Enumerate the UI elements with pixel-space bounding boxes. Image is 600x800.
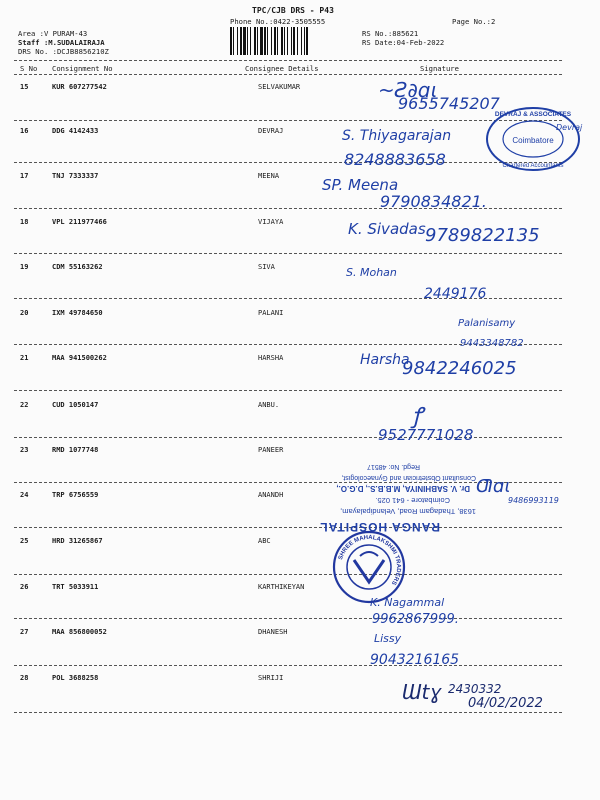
handwritten-number: 2430332	[448, 682, 502, 696]
row-consignment: TRP 6756559	[52, 491, 99, 499]
row-sno: 20	[20, 309, 29, 317]
round-seal	[332, 530, 406, 604]
handwritten-phone: 9486993119	[508, 496, 559, 505]
handwritten-phone: 9043216165	[370, 652, 460, 668]
row-consignment: VPL 211977466	[52, 218, 107, 226]
handwritten-name: S. Thiyagarajan	[342, 128, 452, 144]
row-sno: 24	[20, 491, 29, 499]
seal-text: SHREE MAHALAKSHMI TRADERS	[338, 534, 402, 586]
signature-22: ꝭ	[412, 404, 423, 429]
row-sno: 17	[20, 172, 29, 180]
row-divider	[14, 712, 562, 713]
row-sno: 19	[20, 263, 29, 271]
row-consignee: ABC	[258, 537, 271, 545]
row-sno: 15	[20, 83, 29, 91]
row-consignment: DDG 4142433	[52, 127, 99, 135]
row-consignee: SHRIJI	[258, 674, 284, 682]
row-sno: 16	[20, 127, 29, 135]
handwritten-name: Palanisamy	[458, 318, 516, 329]
row-divider	[14, 253, 562, 254]
row-consignee: HARSHA	[258, 354, 284, 362]
handwritten-phone: 9842246025	[402, 358, 517, 379]
column-consignment: Consignment No	[52, 64, 113, 73]
row-consignee: DEVRAJ	[258, 127, 284, 135]
row-consignee: MEENA	[258, 172, 280, 180]
row-sno: 28	[20, 674, 29, 682]
handwritten-phone: 9443348782	[460, 338, 524, 349]
row-sno: 18	[20, 218, 29, 226]
row-consignment: MAA 941500262	[52, 354, 107, 362]
row-sno: 23	[20, 446, 29, 454]
row-consignee: ANANDH	[258, 491, 284, 499]
stamp-city: Coimbatore	[512, 136, 554, 145]
row-divider	[14, 390, 562, 391]
barcode	[230, 27, 360, 55]
row-sno: 27	[20, 628, 29, 636]
rs-number: RS No.:885621	[362, 29, 419, 38]
rs-date: RS Date:04-Feb-2022	[362, 38, 445, 47]
row-consignment: CDM 55163262	[52, 263, 103, 271]
row-consignee: VIJAYA	[258, 218, 284, 226]
signature-24: Ƣɑɩ	[476, 476, 512, 497]
stamp-hospital-city: Coimbatore - 641 025.	[375, 496, 450, 505]
row-sno: 26	[20, 583, 29, 591]
row-consignee: PANEER	[258, 446, 284, 454]
row-consignee: PALANI	[258, 309, 284, 317]
phone-number: Phone No.:0422-3505555	[230, 17, 326, 26]
column-signature: Signature	[420, 64, 459, 73]
row-consignment: KUR 607277542	[52, 83, 107, 91]
column-consignee: Consignee Details	[245, 64, 319, 73]
handwritten-phone: 9789822135	[425, 225, 540, 246]
row-sno: 22	[20, 401, 29, 409]
handwritten-phone: 9962867999.	[372, 612, 459, 627]
hospital-stamp	[290, 446, 480, 536]
handwritten-name: K. Sivadas	[348, 220, 426, 238]
column-sno: S No	[20, 64, 38, 73]
stamp-hospital-doctor: Dr. V. SABHINIYA, M.B.B.S., D.G.O.,	[336, 484, 470, 493]
stamp-hospital-regd: Regd. No: 48517	[367, 463, 420, 470]
signature-15: ~Ƨ∂ɑɩ	[378, 78, 439, 102]
handwritten-date: 04/02/2022	[468, 696, 543, 711]
handwritten-name: S. Mohan	[346, 266, 397, 279]
stamp-hospital-address: 1638, Thadagam Road, Velandipalayam,	[340, 507, 476, 516]
row-consignee: ANBU.	[258, 401, 280, 409]
handwritten-phone: 9655745207	[398, 94, 500, 113]
row-consignment: POL 3688258	[52, 674, 99, 682]
document-title: TPC/CJB DRS - P43	[252, 6, 334, 15]
handwritten-phone: 9527771028	[378, 426, 474, 444]
row-consignee: DHANESH	[258, 628, 288, 636]
handwritten-name: SP. Meena	[322, 176, 399, 194]
header-divider-bottom	[14, 74, 562, 75]
stamp-firm: DEVRAJ & ASSOCIATES	[494, 111, 572, 118]
handwritten-phone: 9790834821.	[380, 192, 487, 211]
stamp-hospital-name: RANGA HOSPITAL	[319, 520, 440, 534]
signature-28: Ɯtɣ	[402, 680, 442, 704]
row-consignment: IXM 49784650	[52, 309, 103, 317]
row-consignment: TRT 5033911	[52, 583, 99, 591]
stamp-hospital-role: Consultant Obstetrician and Gynaecologist,	[341, 474, 476, 481]
handwritten-name: Lissy	[374, 632, 402, 645]
row-divider	[14, 618, 562, 619]
row-consignment: TNJ 7333337	[52, 172, 99, 180]
page-number: Page No.:2	[452, 17, 496, 26]
area-label: Area :V PURAM-43	[18, 29, 88, 38]
row-sno: 25	[20, 537, 29, 545]
row-consignee: KARTHIKEYAN	[258, 583, 305, 591]
row-divider	[14, 665, 562, 666]
drs-number: DRS No. :DCJB8856210Z	[18, 47, 109, 56]
stamp-caption: Chartered Accountants	[502, 163, 564, 169]
handwritten-phone: 8248883658	[344, 150, 446, 169]
row-consignment: RMD 1077748	[52, 446, 99, 454]
row-consignment: MAA 856800052	[52, 628, 107, 636]
row-divider	[14, 574, 562, 575]
staff-label: Staff :M.SUDALAIRAJA	[18, 38, 105, 47]
handwritten-name: Harsha	[360, 352, 410, 368]
handwritten-phone: 2449176	[424, 286, 487, 302]
row-consignee: SELVAKUMAR	[258, 83, 301, 91]
row-consignee: SIVA	[258, 263, 275, 271]
handwritten-name: K. Nagammal	[370, 596, 445, 609]
header-divider-top	[14, 60, 562, 61]
row-consignment: HRD 31265867	[52, 537, 103, 545]
auditor-stamp	[478, 104, 588, 174]
row-consignment: CUD 1050147	[52, 401, 99, 409]
row-divider	[14, 437, 562, 438]
stamp-scrawl: Devraj	[556, 123, 583, 132]
row-sno: 21	[20, 354, 29, 362]
